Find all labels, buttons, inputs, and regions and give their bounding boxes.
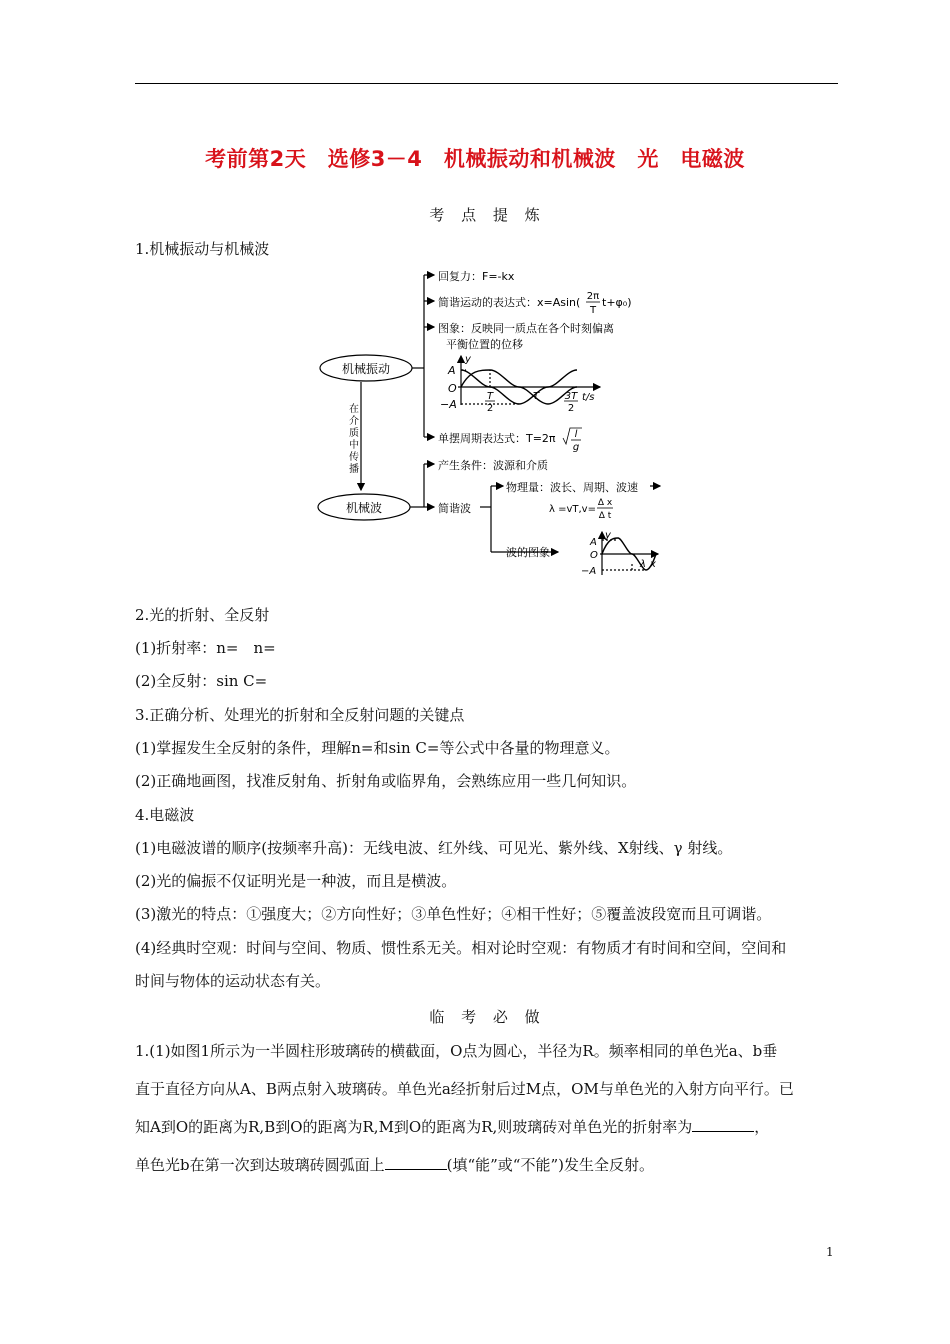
sine-axis-y: y [465, 354, 471, 365]
wave-lambda: λ [640, 559, 646, 570]
link-label-5: 播 [349, 464, 359, 475]
graph-desc-line1: 图象：反映同一质点在各个时刻偏离 [438, 322, 614, 335]
item2-total-reflection: (2)全反射：sin C= [135, 672, 268, 690]
wave-node-label: 机械波 [345, 501, 383, 515]
item3-point1: (1)掌握发生全反射的条件，理解n=和sin C=等公式中各量的物理意义。 [135, 739, 620, 757]
page-number: 1 [826, 1245, 834, 1259]
section-heading-key-points: 考 点 提 炼 [429, 206, 546, 224]
item4-point2: (2)光的偏振不仅证明光是一种波，而且是横波。 [135, 872, 457, 890]
sine-axis-A: A [448, 364, 456, 377]
tick-T2-den: 2 [486, 403, 494, 414]
question1-line4-tail: (填“能”或“不能”)发生全反射。 [446, 1156, 654, 1174]
item3-point2: (2)正确地画图，找准反射角、折射角或临界角，会熟练应用一些几何知识。 [135, 772, 637, 790]
item4-point4-line2: 时间与物体的运动状态有关。 [135, 972, 331, 990]
harmonic-tail: t+φ₀) [602, 296, 632, 309]
item1-heading: 1.机械振动与机械波 [135, 240, 270, 258]
lambda-frac-den: Δ t [598, 511, 612, 521]
graph-desc-line2: 平衡位置的位移 [446, 338, 523, 351]
tick-3T2-num: 3T [564, 391, 578, 402]
simple-wave: 简谐波 [438, 502, 471, 515]
link-label-4: 传 [349, 452, 359, 463]
question1-line3-end: ， [754, 1118, 770, 1136]
lambda-expression: λ =vT,v= [549, 504, 596, 515]
item2-refractive-index: (1)折射率：n= n= [135, 639, 276, 657]
wave-axis-y: y [605, 530, 611, 541]
wave-condition: 产生条件：波源和介质 [438, 459, 548, 472]
tick-T2-num: T [486, 391, 494, 402]
section-heading-exam-practice: 临 考 必 做 [429, 1008, 546, 1026]
link-label-0: 在 [349, 404, 359, 415]
link-label-1: 介 [349, 416, 359, 427]
item3-heading: 3.正确分析、处理光的折射和全反射问题的关键点 [135, 706, 465, 724]
pendulum-period: 单摆周期表达式：T=2π [438, 432, 556, 445]
question1-line2: 直于直径方向从A、B两点射入玻璃砖。单色光a经折射后过M点，OM与单色光的入射方向平行。已 [135, 1080, 794, 1098]
answer-blank-2[interactable] [385, 1157, 447, 1170]
sine-axis-negA: −A [440, 398, 457, 411]
wave-axis-O: O [590, 550, 598, 561]
item4-heading: 4.电磁波 [135, 806, 195, 824]
tick-T: T [532, 391, 540, 402]
sine-axis-t: t/s [582, 392, 595, 403]
wave-axis-A: A [590, 537, 597, 548]
vibration-node-label: 机械振动 [341, 362, 391, 376]
answer-blank-1[interactable] [692, 1119, 754, 1132]
link-label-2: 质 [349, 428, 359, 439]
sine-axis-O: O [448, 382, 457, 395]
vibration-wave-diagram [0, 0, 950, 600]
wave-axis-negA: −A [581, 566, 597, 577]
harmonic-expression: 简谐运动的表达式：x=Asin( [438, 296, 581, 309]
item4-point1: (1)电磁波谱的顺序(按频率升高)：无线电波、红外线、可见光、紫外线、X射线、γ 射线。 [135, 839, 733, 857]
lambda-frac-num: Δ x [597, 498, 613, 508]
harmonic-frac-den: T [589, 305, 597, 316]
question1-line4-text: 单色光b在第一次到达玻璃砖圆弧面上 [135, 1156, 385, 1174]
question1-line1: 1.(1)如图1所示为一半圆柱形玻璃砖的横截面，O点为圆心，半径为R。频率相同的单色光a、b垂 [135, 1042, 778, 1060]
question1-line3 [135, 1116, 769, 1137]
wave-graph-label: 波的图象 [506, 546, 550, 559]
physical-quantity: 物理量：波长、周期、波速 [506, 481, 638, 494]
item4-point3: (3)激光的特点：①强度大；②方向性好；③单色性好；④相干性好；⑤覆盖波段宽而且可调谐。 [135, 905, 772, 923]
question1-line3-text: 知A到O的距离为R,B到O的距离为R,M到O的距离为R,则玻璃砖对单色光的折射率为 [135, 1118, 693, 1136]
link-label-3: 中 [349, 440, 359, 451]
question1-line4 [135, 1154, 654, 1175]
page-title: 考前第2天 选修3－4 机械振动和机械波 光 电磁波 [205, 147, 745, 171]
item2-heading: 2.光的折射、全反射 [135, 606, 270, 624]
pendulum-frac-num: l [574, 429, 578, 440]
restoring-force: 回复力：F=-kx [438, 270, 515, 283]
harmonic-frac-num: 2π [586, 291, 600, 302]
wave-x: x [650, 559, 656, 570]
tick-3T2-den: 2 [567, 403, 575, 414]
pendulum-frac-den: g [572, 442, 580, 453]
item4-point4-line1: (4)经典时空观：时间与空间、物质、惯性系无关。相对论时空观：有物质才有时间和空间，空间和 [135, 939, 787, 957]
